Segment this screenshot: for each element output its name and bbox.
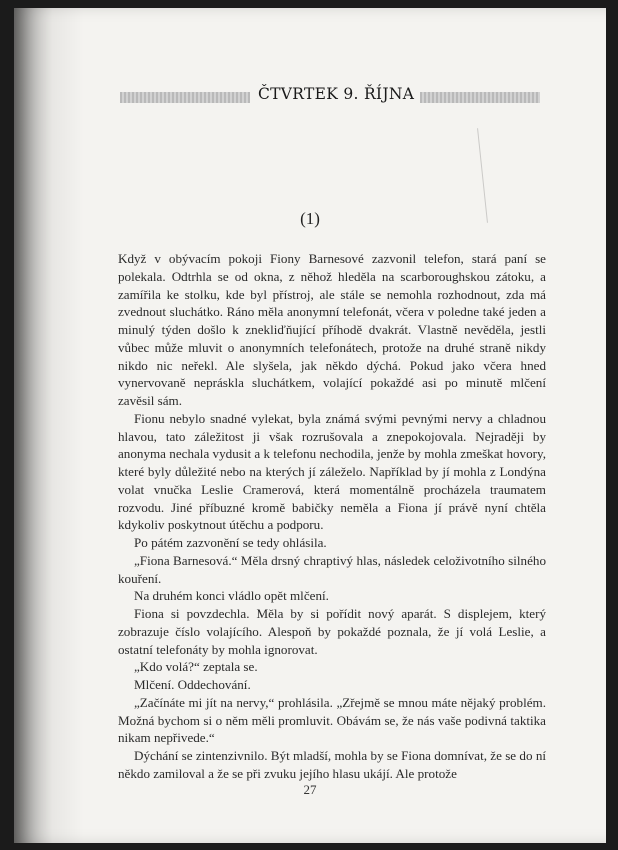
gutter-shadow [14, 8, 84, 843]
page-number: 27 [303, 782, 317, 797]
paragraph: Na druhém konci vládlo opět mlčení. [134, 588, 329, 604]
book-page [14, 8, 606, 843]
paragraph: Po pátém zazvonění se tedy ohlásila. [134, 535, 327, 550]
paragraph: Fiona si povzdechla. Měla by si pořídit nový aparát. S displejem, který zobrazuje číslo volajícího. Alespoň by pokaždé poznala, že jí volá Leslie, a ostatní telefonáty by mohla ignorovat. [118, 606, 546, 657]
paragraph: Fionu nebylo snadné vylekat, byla známá svými pevnými nervy a chladnou hlavou, tato záležitost ji však rozrušovala a znepokojovala. Nejraději by anonyma nechala vydusit a k telefonu nechodila, jenže by mohla zmeškat hovory, které byly důležité nebo na kterých jí záleželo. Například by jí mohla z Londýna volat vnučka Leslie Cramerová, která momentálně procházela traumatem rozvodu. Jiné příbuzné kromě babičky neměla a Fiona jí právě nyní chtěla kdykoliv poskytnout útěchu a podporu. [118, 410, 546, 533]
section-number: (1) [300, 209, 320, 228]
paragraph: Dýchání se zintenzivnilo. Být mladší, mohla by se Fiona domnívat, že se do ní někdo zamiloval a že se při zvuku jejího hlasu ukájí. Ale protože [118, 748, 546, 781]
header-rule-right [420, 92, 540, 103]
chapter-title: ČTVRTEK 9. ŘÍJNA [258, 85, 415, 103]
paragraph: „Fiona Barnesová.“ Měla drsný chraptivý hlas, následek celoživotního silného kouření. [118, 552, 546, 586]
paragraph: „Kdo volá?“ zeptala se. [134, 659, 258, 675]
body-text [118, 250, 546, 783]
paragraph: „Začínáte mi jít na nervy,“ prohlásila. „Zřejmě se mnou máte nějaký problém. Možná bychom si o něm měli promluvit. Obávám se, že nás vaše podivná taktika nikam nepřivede.“ [118, 694, 546, 746]
paragraph: Když v obývacím pokoji Fiony Barnesové zazvonil telefon, stará paní se polekala. Odtrhla se od okna, z něhož hleděla na scarboroughskou zátoku, a zamířila ke stolku, kde byl přístroj, ale stále se nemohla rozhodnout, zda má zvednout sluchátko. Ráno měla anonymní telefonát, včera v poledne také jeden a minulý týden došlo k znekliďňující příhodě dvakrát. Vlastně nevěděla, jestli vůbec může mluvit o anonymních telefonátech, protože na druhé straně nikdy nikdo nic neřekl. Ale slyšela, jak někdo dýchá. Pokud jako včera hned vynervovaně nepráskla sluchátkem, volající pokaždé asi po minutě mlčení zavěsil sám. [118, 251, 546, 408]
header-rule-left [120, 92, 250, 103]
chapter-header [120, 83, 540, 111]
paragraph: Mlčení. Oddechování. [134, 677, 251, 692]
